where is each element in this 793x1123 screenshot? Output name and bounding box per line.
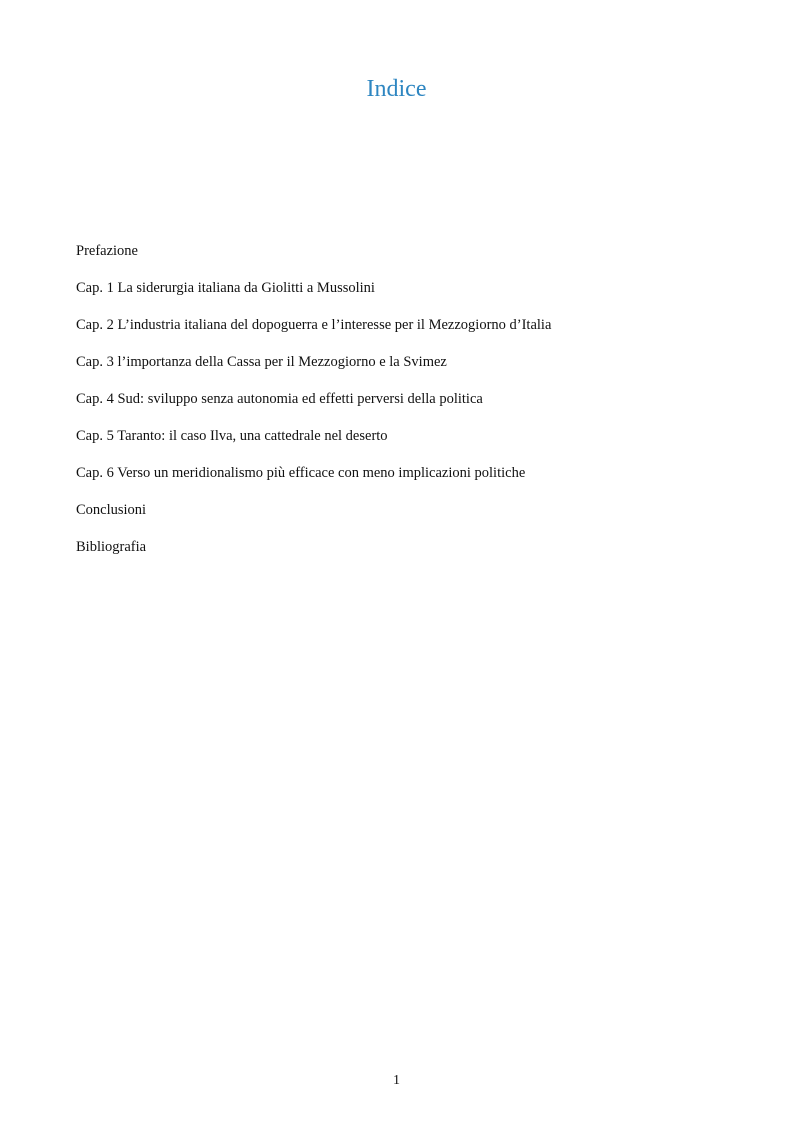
toc-entry-cap-3: Cap. 3 l’importanza della Cassa per il Mezzogiorno e la Svimez xyxy=(76,354,447,370)
toc-entry-bibliografia: Bibliografia xyxy=(76,539,147,555)
page-number: 1 xyxy=(393,1073,400,1088)
page-title: Indice xyxy=(366,76,427,102)
toc-entry-cap-5: Cap. 5 Taranto: il caso Ilva, una cattedrale nel deserto xyxy=(76,428,388,444)
toc-entry-cap-2: Cap. 2 L’industria italiana del dopoguerra e l’interesse per il Mezzogiorno d’Italia xyxy=(76,317,552,333)
toc-entry-conclusioni: Conclusioni xyxy=(76,502,147,518)
toc-entry-cap-4: Cap. 4 Sud: sviluppo senza autonomia ed effetti perversi della politica xyxy=(76,391,483,407)
toc-entry-cap-6: Cap. 6 Verso un meridionalismo più efficace con meno implicazioni politiche xyxy=(76,465,526,481)
table-of-contents xyxy=(76,240,551,573)
toc-entry-cap-1: Cap. 1 La siderurgia italiana da Giolitti a Mussolini xyxy=(76,280,375,296)
toc-entry-prefazione: Prefazione xyxy=(76,243,138,259)
